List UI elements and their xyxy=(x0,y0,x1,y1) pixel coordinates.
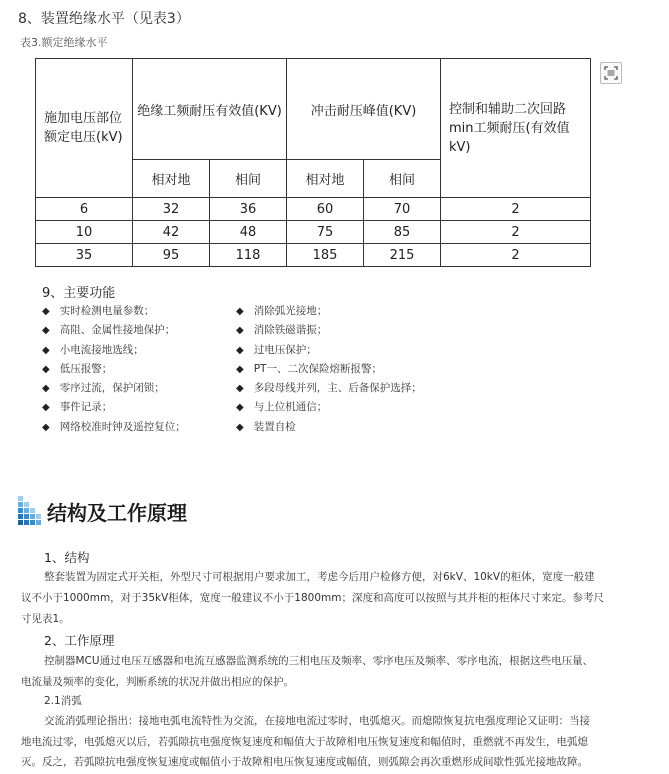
bullet-icon: ◆ xyxy=(236,325,244,337)
subheader-relative-ground: 相对地 xyxy=(287,160,364,198)
paragraph-line: 电流量及频率的变化，判断系统的状况并做出相应的保护。 xyxy=(21,676,294,688)
subsection-2-title: 2、工作原理 xyxy=(44,633,115,648)
cell: 215 xyxy=(364,244,441,267)
scan-icon xyxy=(601,63,621,83)
cell: 35 xyxy=(36,244,133,267)
cell: 2 xyxy=(441,221,591,244)
cell: 2 xyxy=(441,198,591,221)
cell: 48 xyxy=(210,221,287,244)
list-item xyxy=(42,419,642,438)
cell: 42 xyxy=(133,221,210,244)
header-control-circuit xyxy=(441,59,591,198)
list-item xyxy=(42,342,642,361)
cell: 95 xyxy=(133,244,210,267)
table-caption: 表3.额定绝缘水平 xyxy=(20,36,108,49)
list-item xyxy=(42,303,642,322)
function-right: 装置自检 xyxy=(253,420,296,433)
function-right: 多段母线并列，主、后备保护选择； xyxy=(253,382,422,395)
cell: 10 xyxy=(36,221,133,244)
header-voltage-part-line1: 施加电压部位 xyxy=(44,111,123,126)
function-right: 与上位机通信； xyxy=(253,401,328,414)
bullet-icon: ◆ xyxy=(236,383,244,395)
bullet-icon: ◆ xyxy=(236,306,244,317)
bullet-icon: ◆ xyxy=(42,363,50,375)
bullet-icon: ◆ xyxy=(42,383,50,395)
insulation-table xyxy=(35,58,591,267)
paragraph-line: 交流消弧理论指出：接地电弧电流特性为交流，在接地电流过零时，电弧熄灭。而熄隙恢复抗电强度理论又证明：当接 xyxy=(44,715,590,727)
banner-title: 结构及工作原理 xyxy=(47,501,187,525)
function-left: 事件记录； xyxy=(59,401,113,414)
bullet-icon: ◆ xyxy=(236,421,244,433)
function-right: PT一、二次保险熔断报警； xyxy=(253,362,382,375)
paragraph-line: 议不小于1000mm，对于35kV柜体，宽度一般建议不小于1800mm；深度和高度可以按照与其并柜的柜体尺寸来定。参考尺 xyxy=(21,592,604,604)
list-item xyxy=(42,361,642,380)
function-left: 低压报警； xyxy=(59,362,113,375)
function-right: 过电压保护； xyxy=(253,343,317,356)
subsection-1-title: 1、结构 xyxy=(44,550,90,565)
subheader-phase: 相间 xyxy=(364,160,441,198)
subheader-relative-ground: 相对地 xyxy=(133,160,210,198)
function-left: 网络校准时钟及遥控复位； xyxy=(59,420,186,433)
bullet-icon: ◆ xyxy=(236,344,244,356)
function-left: 零序过流，保护闭锁； xyxy=(59,382,165,395)
bullet-icon: ◆ xyxy=(42,306,50,317)
cell: 32 xyxy=(133,198,210,221)
paragraph-line: 整套装置为固定式开关柜，外型尺寸可根据用户要求加工，考虑今后用户检修方便，对6kV、10kV的柜体，宽度一般建 xyxy=(44,571,595,583)
header-impulse: 冲击耐压峰值(KV) xyxy=(287,59,441,160)
bullet-icon: ◆ xyxy=(236,402,244,414)
header-control-line1: 控制和辅助二次回路 xyxy=(449,101,567,117)
cell: 6 xyxy=(36,198,133,221)
bullet-icon: ◆ xyxy=(236,363,244,375)
bullet-icon: ◆ xyxy=(42,325,50,337)
header-power-freq: 绝缘工频耐压有效值(KV) xyxy=(133,59,287,160)
table-row xyxy=(36,198,591,221)
subsection-2-1-title: 2.1消弧 xyxy=(44,695,82,707)
list-item xyxy=(42,322,642,341)
header-control-line2: min工频耐压(有效值kV) xyxy=(449,120,570,155)
header-voltage-part xyxy=(36,59,133,198)
bullet-icon: ◆ xyxy=(42,402,50,414)
subheader-phase: 相间 xyxy=(210,160,287,198)
bullet-icon: ◆ xyxy=(42,344,50,356)
section-9-title: 9、主要功能 xyxy=(42,286,116,301)
cell: 85 xyxy=(364,221,441,244)
function-right: 消除铁磁谐振； xyxy=(253,324,328,337)
cell: 2 xyxy=(441,244,591,267)
list-item xyxy=(42,380,642,399)
table-row xyxy=(36,244,591,267)
function-left: 实时检测电量参数； xyxy=(59,305,155,317)
bullet-icon: ◆ xyxy=(42,421,50,433)
paragraph-line: 地电流过零，电弧熄灭以后，若弧隙抗电强度恢复速度和幅值大于故障相电压恢复速度和幅值时，重燃就不再发生，电弧熄 xyxy=(21,736,588,748)
paragraph-line: 寸见表1。 xyxy=(21,613,70,625)
paragraph-line: 控制器MCU通过电压互感器和电流互感器监测系统的三相电压及频率、零序电压及频率、零序电流，根据这些电压量、 xyxy=(44,655,594,667)
cell: 36 xyxy=(210,198,287,221)
scan-table-button[interactable] xyxy=(600,62,622,84)
header-voltage-part-line2: 额定电压(kV) xyxy=(44,130,123,145)
paragraph-line: 灭。反之，若弧隙抗电强度恢复速度或幅值小于故障相电压恢复速度或幅值，则弧隙会再次重燃形成间歇性弧光接地故障。 xyxy=(21,756,588,768)
function-right: 消除弧光接地； xyxy=(253,305,328,317)
function-left: 小电流接地选线； xyxy=(59,343,144,356)
cell: 70 xyxy=(364,198,441,221)
function-left: 高阻、金属性接地保护； xyxy=(59,324,176,337)
cell: 185 xyxy=(287,244,364,267)
building-blocks-icon xyxy=(18,496,42,526)
section-8-title: 8、装置绝缘水平（见表3） xyxy=(18,11,190,27)
functions-list xyxy=(42,303,642,438)
cell: 118 xyxy=(210,244,287,267)
cell: 60 xyxy=(287,198,364,221)
list-item xyxy=(42,399,642,418)
cell: 75 xyxy=(287,221,364,244)
table-row xyxy=(36,221,591,244)
